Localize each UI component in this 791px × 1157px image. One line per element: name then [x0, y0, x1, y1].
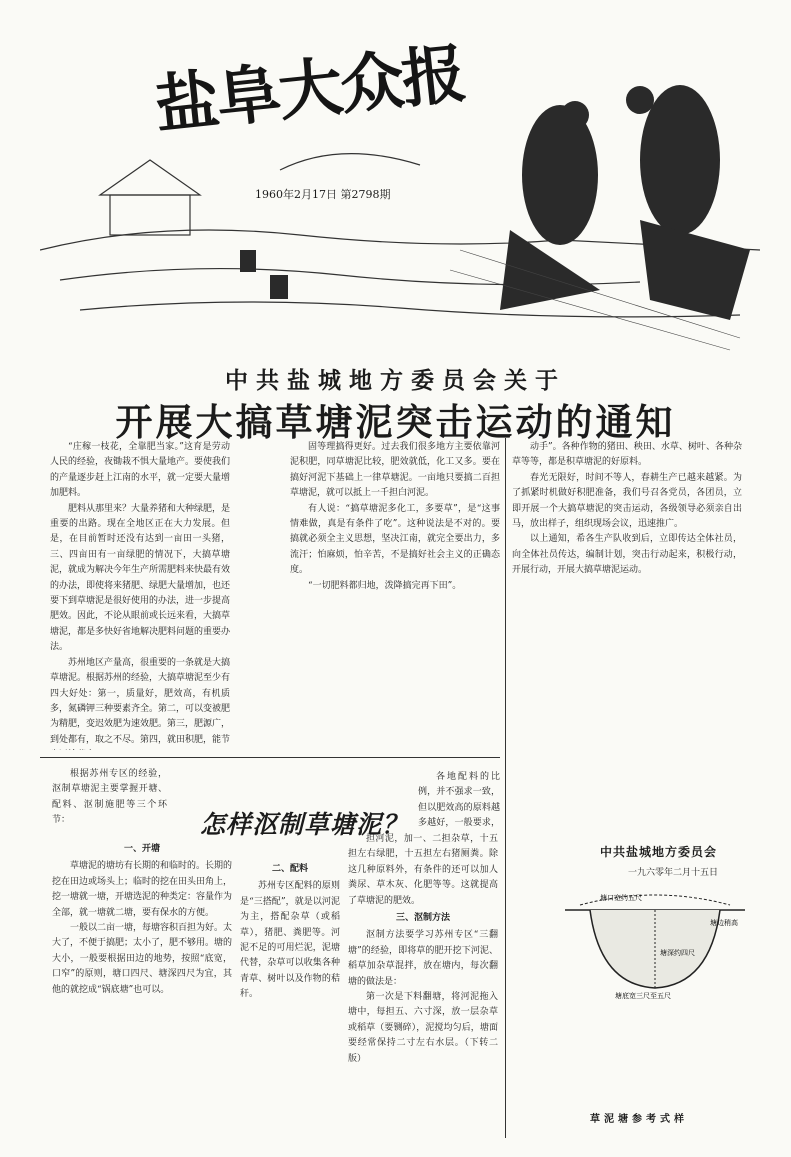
- masthead-title: 盐阜大众报: [151, 36, 468, 144]
- headline: 开展大搞草塘泥突击运动的通知: [115, 400, 676, 444]
- section-heading: 一、开塘: [123, 844, 160, 854]
- headline-kicker: 中共盐城地方委员会关于: [225, 367, 566, 394]
- paragraph: 担河泥，加一、二担杂草，十五担左右绿肥，十五担左右猪厕粪。除这几种原料外，有条件的还可以加人粪尿、草木灰、化肥等等。这就提高了草塘泥的肥效。: [348, 834, 498, 906]
- notice-column-3: [512, 440, 742, 805]
- divider: [40, 757, 500, 758]
- paragraph: 苏州专区配料的原则是“三搭配”，就是以河泥为主，搭配杂草（或稻草），猪肥、粪肥等。河泥不足的可用烂泥，泥塘代替，杂草可以收集各种青草、树叶以及作物的秸秆。: [240, 881, 340, 1000]
- diagram-label: 塘底宽三尺至五尺: [615, 992, 671, 1000]
- article2-intro: [52, 767, 167, 837]
- diagram-label: 塘边稍高: [710, 919, 738, 927]
- paragraph: “一切肥料都归地，泼降搞完再下田”。: [308, 580, 462, 591]
- paragraph: “庄稼一枝花，全靠肥当家。”这育是劳动人民的经验，夜锄栽不惧大量地产。要使我们的产量逐步赶上江南的水平，就一定要大量增加肥料。: [50, 442, 230, 499]
- paragraph: 动手”。各种作物的猪田、秧田、水草、树叶、各种杂草等等，都是积草塘泥的好原料。: [512, 442, 742, 468]
- paragraph: 有人说：“搞草塘泥多化工，多要草”，是“这事情难做，真是有条件了吃”。这种说法是不对的。要搞就必须全主义思想，坚决江南，就完全要出力，多流汗；怕麻烦，怕辛苦，不是搞好社会主义的正确态度。: [290, 503, 500, 576]
- notice-column-2: [290, 440, 500, 775]
- masthead: [150, 36, 468, 185]
- article2-column-3: [348, 832, 498, 1138]
- issue-line: 1960年2月17日 第2798期: [255, 188, 391, 201]
- diagram-caption: 草泥塘参考式样: [590, 1114, 688, 1125]
- paragraph: 春光无限好，时间不等人，春耕生产已越来越紧。为了抓紧时机做好积肥准备，我们号召各党员，各团员，立即开展一个大搞草塘泥的突击运动，各级领导必须亲自出马，放出样子，组织现场会议，迅速推广。: [512, 472, 742, 530]
- paragraph: 固等理搞得更好。过去我们很多地方主要依靠河泥积肥，同草塘泥比较，肥效就低，化工又多。要在搞好河泥下基础上一律草塘泥。一亩地只要搞二百担草塘泥，就可以抵上一千担白河泥。: [290, 442, 500, 499]
- paragraph: 肥料从那里来？大量养猪和大种绿肥，是重要的出路。现在全地区正在大力发展。但是，在目前暂时还没有达到一亩田一头猪，三、四亩田有一亩绿肥的情况下，大搞草塘泥，就成为解决今年生产所需肥料来快最有效的办法，即使将来猪肥、绿肥大量增加，也还要下到草塘泥是很好使用的办法，进一步提高肥效。因此，不论从眼前或长远来看，大搞草塘泥，都是多快好省地解决肥料问题的重要办法。: [50, 503, 230, 653]
- pit-diagram: [560, 880, 750, 1000]
- paragraph: 沤制方法要学习苏州专区“三翻塘”的经验，即将草的肥开挖下河泥、稻草加杂草混拌，放在塘内，每次翻塘的做法是：: [348, 930, 498, 987]
- paragraph: 第一次是下料翻塘，将河泥拖入塘中，每担五、六寸深，放一层杂草或稻草（要铡碎），泥搅均匀后，塘面要经常保持二寸左右水层。（下转二版）: [348, 992, 498, 1064]
- article2-column-1: [52, 840, 232, 1140]
- section-heading: 二、配料: [271, 864, 308, 874]
- paragraph: 草塘泥的塘坊有长期的和临时的。长期的挖在田边或场头上；临时的挖在田头田角上，挖一塘就一塘，开塘选泥的种类定：容量作为全部，就一塘就二塘，要有保水的方便。: [52, 861, 232, 918]
- paragraph: 一般以二亩一塘，每塘容积百担为好。太大了，不便于搞肥；太小了，肥不够用。塘的大小，一般要根据田边的地势，按照“底宽，口窄”的原则，塘口四尺、塘深四尺为宜，其他的就挖成“锅底塘”也可以。: [52, 923, 232, 995]
- article2-column-2: [240, 860, 340, 1140]
- diagram-label: 塘口宽约五尺: [600, 894, 642, 902]
- section-heading: 三、沤制方法: [395, 913, 450, 924]
- notice-column-1: [50, 440, 230, 750]
- column-divider: [505, 438, 506, 1138]
- paragraph: 根据苏州专区的经验，沤制草塘泥主要掌握开塘、配料、沤制施肥等三个环节：: [52, 769, 167, 826]
- article2-right-intro: [418, 770, 500, 830]
- article2-title: 怎样沤制草塘泥？: [200, 810, 409, 839]
- paragraph: 苏州地区产量高，很重要的一条就是大搞草塘泥。根据苏州的经验，大搞草塘泥至少有四大好处：第一，质量好，肥效高，有机质多，氮磷钾三种要素齐全。第二，可以变被肥为精肥，变迟效肥为速效肥。第三，肥源广，到处都有，取之不尽。第四，就田积肥，能节: [50, 657, 230, 745]
- paragraph: 以上通知，希各生产队收到后，立即传达全体社员，向全体社员传达，编制计划，突击行动起来，积极行动，开展行动，开展大搞草塘泥运动。: [512, 534, 742, 576]
- notice-signature: 中共盐城地方委员会: [600, 845, 718, 859]
- paragraph: 各地配料的比例，并不强求一致，但以肥效高的原料越多越好，一般要求，: [418, 772, 500, 829]
- diagram-label: 塘深约四尺: [660, 949, 695, 957]
- notice-date: 一九六零年二月十五日: [628, 868, 719, 878]
